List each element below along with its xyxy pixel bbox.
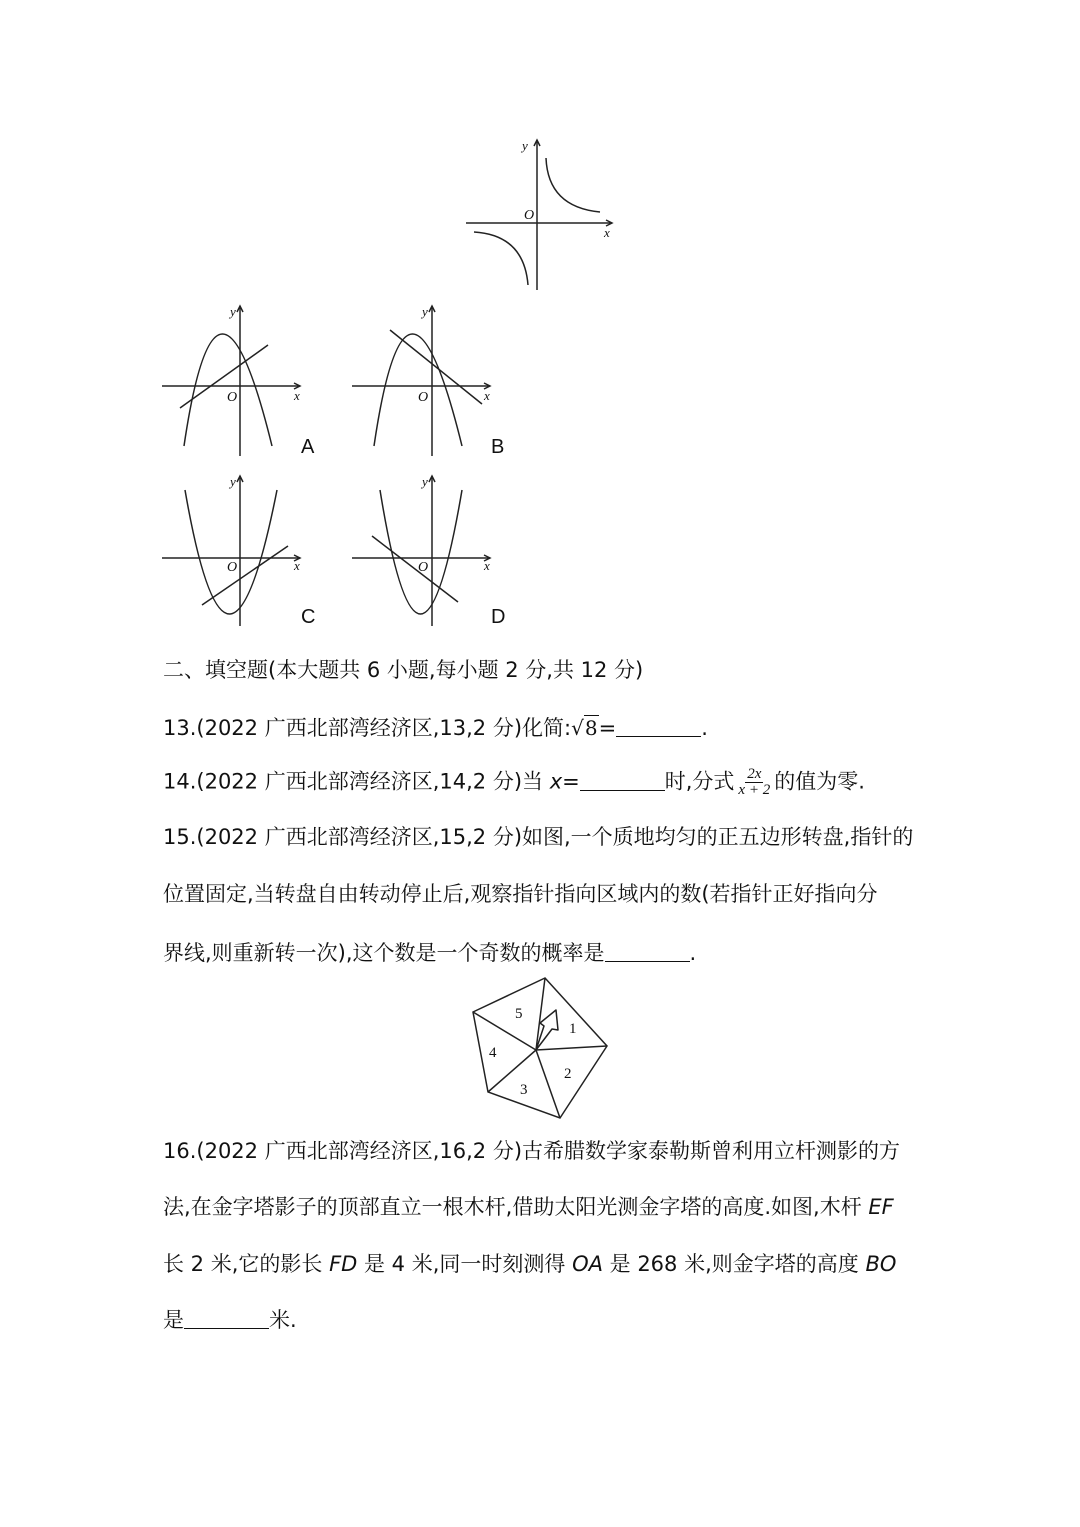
svg-text:x: x: [294, 558, 300, 573]
svg-text:x: x: [294, 388, 300, 403]
answer-blank-16[interactable]: [184, 1308, 269, 1329]
option-label-a: A: [301, 436, 315, 458]
hyperbola-figure: [462, 135, 622, 295]
question-15-line-1: 15.(2022 广西北部湾经济区,15,2 分)如图,一个质地均匀的正五边形转盘,指针的: [163, 825, 914, 849]
region-1: 1: [569, 1021, 577, 1037]
straight-line: [202, 546, 288, 605]
svg-text:x: x: [484, 558, 490, 573]
origin-label: O: [524, 208, 535, 223]
x-axis-label: x: [604, 225, 610, 240]
option-label-d: D: [491, 606, 506, 628]
graph-option-d: [350, 470, 500, 630]
pointer-arrow: [536, 1010, 558, 1050]
region-5: 5: [515, 1006, 523, 1022]
question-13: 13.(2022 广西北部湾经济区,13,2 分)化简:√8= .: [163, 716, 708, 740]
svg-text:O: O: [227, 390, 238, 405]
hyperbola-branch-q3: [474, 232, 528, 285]
region-4: 4: [489, 1045, 497, 1061]
straight-line: [390, 330, 482, 404]
fraction: $\frac{2x}{x + 2}$: [738, 766, 771, 798]
svg-text:y: y: [230, 304, 236, 319]
question-16-line-4: 是 米.: [163, 1308, 297, 1332]
question-16-line-2: 法,在金字塔影子的顶部直立一根木杆,借助太阳光测金字塔的高度.如图,木杆 EF: [163, 1195, 894, 1219]
svg-text:x: x: [484, 388, 490, 403]
svg-text:y: y: [230, 474, 236, 489]
region-2: 2: [564, 1066, 572, 1082]
parabola: [185, 490, 277, 614]
svg-text:y: y: [422, 474, 428, 489]
section-heading: 二、填空题(本大题共 6 小题,每小题 2 分,共 12 分): [163, 658, 644, 682]
answer-blank-15[interactable]: [605, 941, 690, 962]
question-16-line-1: 16.(2022 广西北部湾经济区,16,2 分)古希腊数学家泰勒斯曾利用立杆测影的方: [163, 1139, 901, 1163]
answer-blank-13[interactable]: [616, 716, 701, 737]
y-axis-label: y: [522, 138, 528, 153]
option-label-c: C: [301, 606, 316, 628]
straight-line: [180, 345, 268, 408]
hyperbola-branch-q1: [546, 158, 600, 212]
option-label-b: B: [491, 436, 505, 458]
region-3: 3: [520, 1082, 528, 1098]
sqrt-expression: √8: [571, 716, 598, 740]
graph-option-a: [160, 300, 310, 460]
graph-option-b: [350, 300, 500, 460]
svg-text:O: O: [418, 390, 429, 405]
pentagon-spinner: [466, 975, 616, 1125]
question-15-line-3: 界线,则重新转一次),这个数是一个奇数的概率是 .: [163, 941, 697, 965]
svg-text:y: y: [422, 304, 428, 319]
svg-text:O: O: [418, 560, 429, 575]
answer-blank-14[interactable]: [580, 770, 665, 791]
question-16-line-3: 长 2 米,它的影长 FD 是 4 米,同一时刻测得 OA 是 268 米,则金字塔的高度 BO: [163, 1252, 897, 1276]
graph-option-c: [160, 470, 310, 630]
question-14: 14.(2022 广西北部湾经济区,14,2 分)当 x= 时,分式 $\frac{2x}{x + 2}$ 的值为零.: [163, 766, 865, 798]
svg-text:O: O: [227, 560, 238, 575]
question-15-line-2: 位置固定,当转盘自由转动停止后,观察指针指向区域内的数(若指针正好指向分: [163, 882, 878, 906]
